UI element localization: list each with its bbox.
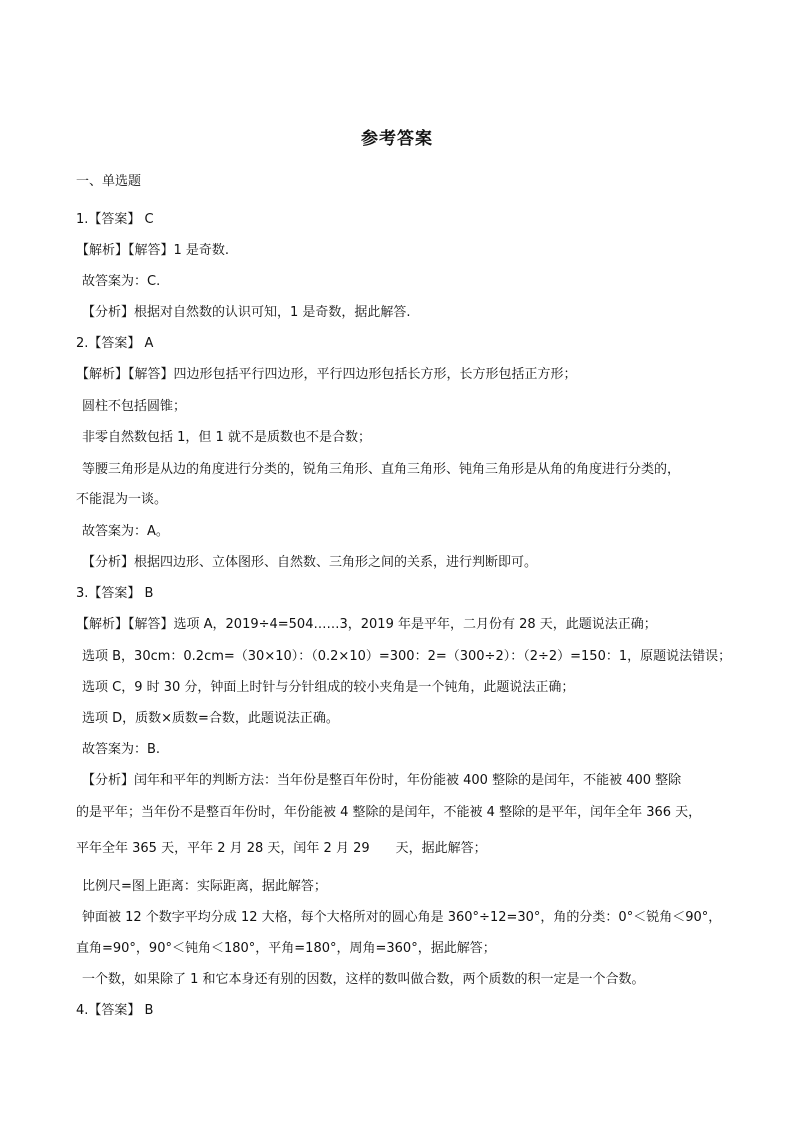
section-heading: 一、单选题 [76, 174, 142, 189]
analysis-line: 不能混为一谈。 [76, 492, 168, 507]
answer-line: 故答案为：B. [82, 742, 161, 757]
answer-line: 4.【答案】 B [76, 1003, 154, 1018]
analysis-line: 【分析】闰年和平年的判断方法：当年份是整百年份时，年份能被 400 整除的是闰年，不能被 400 整除 [82, 773, 682, 788]
analysis-line: 【解析】【解答】1 是奇数. [76, 243, 230, 258]
analysis-line: 选项 C，9 时 30 分，钟面上时针与分针组成的较小夹角是一个钝角，此题说法正确； [82, 680, 575, 695]
analysis-line: 【解析】【解答】选项 A，2019÷4=504……3，2019 年是平年，二月份有 28 天，此题说法正确； [76, 617, 657, 632]
analysis-line: 钟面被 12 个数字平均分成 12 大格，每个大格所对的圆心角是 360°÷12=30°，角的分类：0°＜锐角＜90°， [82, 910, 722, 925]
analysis-line: 一个数，如果除了 1 和它本身还有别的因数，这样的数叫做合数，两个质数的积一定是一个合数。 [82, 972, 645, 987]
analysis-line: 【解析】【解答】四边形包括平行四边形，平行四边形包括长方形，长方形包括正方形； [76, 367, 577, 382]
answer-line: 故答案为：C. [82, 274, 161, 289]
analysis-line: 的是平年；当年份不是整百年份时，年份能被 4 整除的是闰年，不能被 4 整除的是平年，闰年全年 366 天， [76, 805, 702, 820]
analysis-line: 直角=90°，90°＜钝角＜180°，平角=180°，周角=360°，据此解答； [76, 941, 496, 956]
answer-line: 3.【答案】 B [76, 586, 154, 601]
analysis-line: 圆柱不包括圆锥； [82, 399, 187, 414]
analysis-line: 【分析】根据对自然数的认识可知，1 是奇数，据此解答. [82, 305, 411, 320]
analysis-line: 等腰三角形是从边的角度进行分类的，锐角三角形、直角三角形、钝角三角形是从角的角度进行分类的， [82, 462, 681, 477]
answer-line: 1.【答案】 C [76, 212, 154, 227]
answer-line: 2.【答案】 A [76, 336, 154, 351]
analysis-line: 选项 B，30cm：0.2cm=（30×10）：（0.2×10）=300：2=（300÷2）：（2÷2）=150：1，原题说法错误； [82, 649, 732, 664]
analysis-line: 【分析】根据四边形、立体图形、自然数、三角形之间的关系，进行判断即可。 [82, 555, 538, 570]
analysis-line: 非零自然数包括 1，但 1 就不是质数也不是合数； [82, 430, 371, 445]
analysis-line: 比例尺=图上距离：实际距离，据此解答； [82, 879, 327, 894]
analysis-line: 选项 D，质数×质数=合数，此题说法正确。 [82, 711, 339, 726]
analysis-line: 平年全年 365 天，平年 2 月 28 天，闰年 2 月 29 天，据此解答； [76, 841, 487, 856]
page-title: 参考答案 [361, 129, 433, 149]
answer-line: 故答案为：A。 [82, 524, 169, 539]
